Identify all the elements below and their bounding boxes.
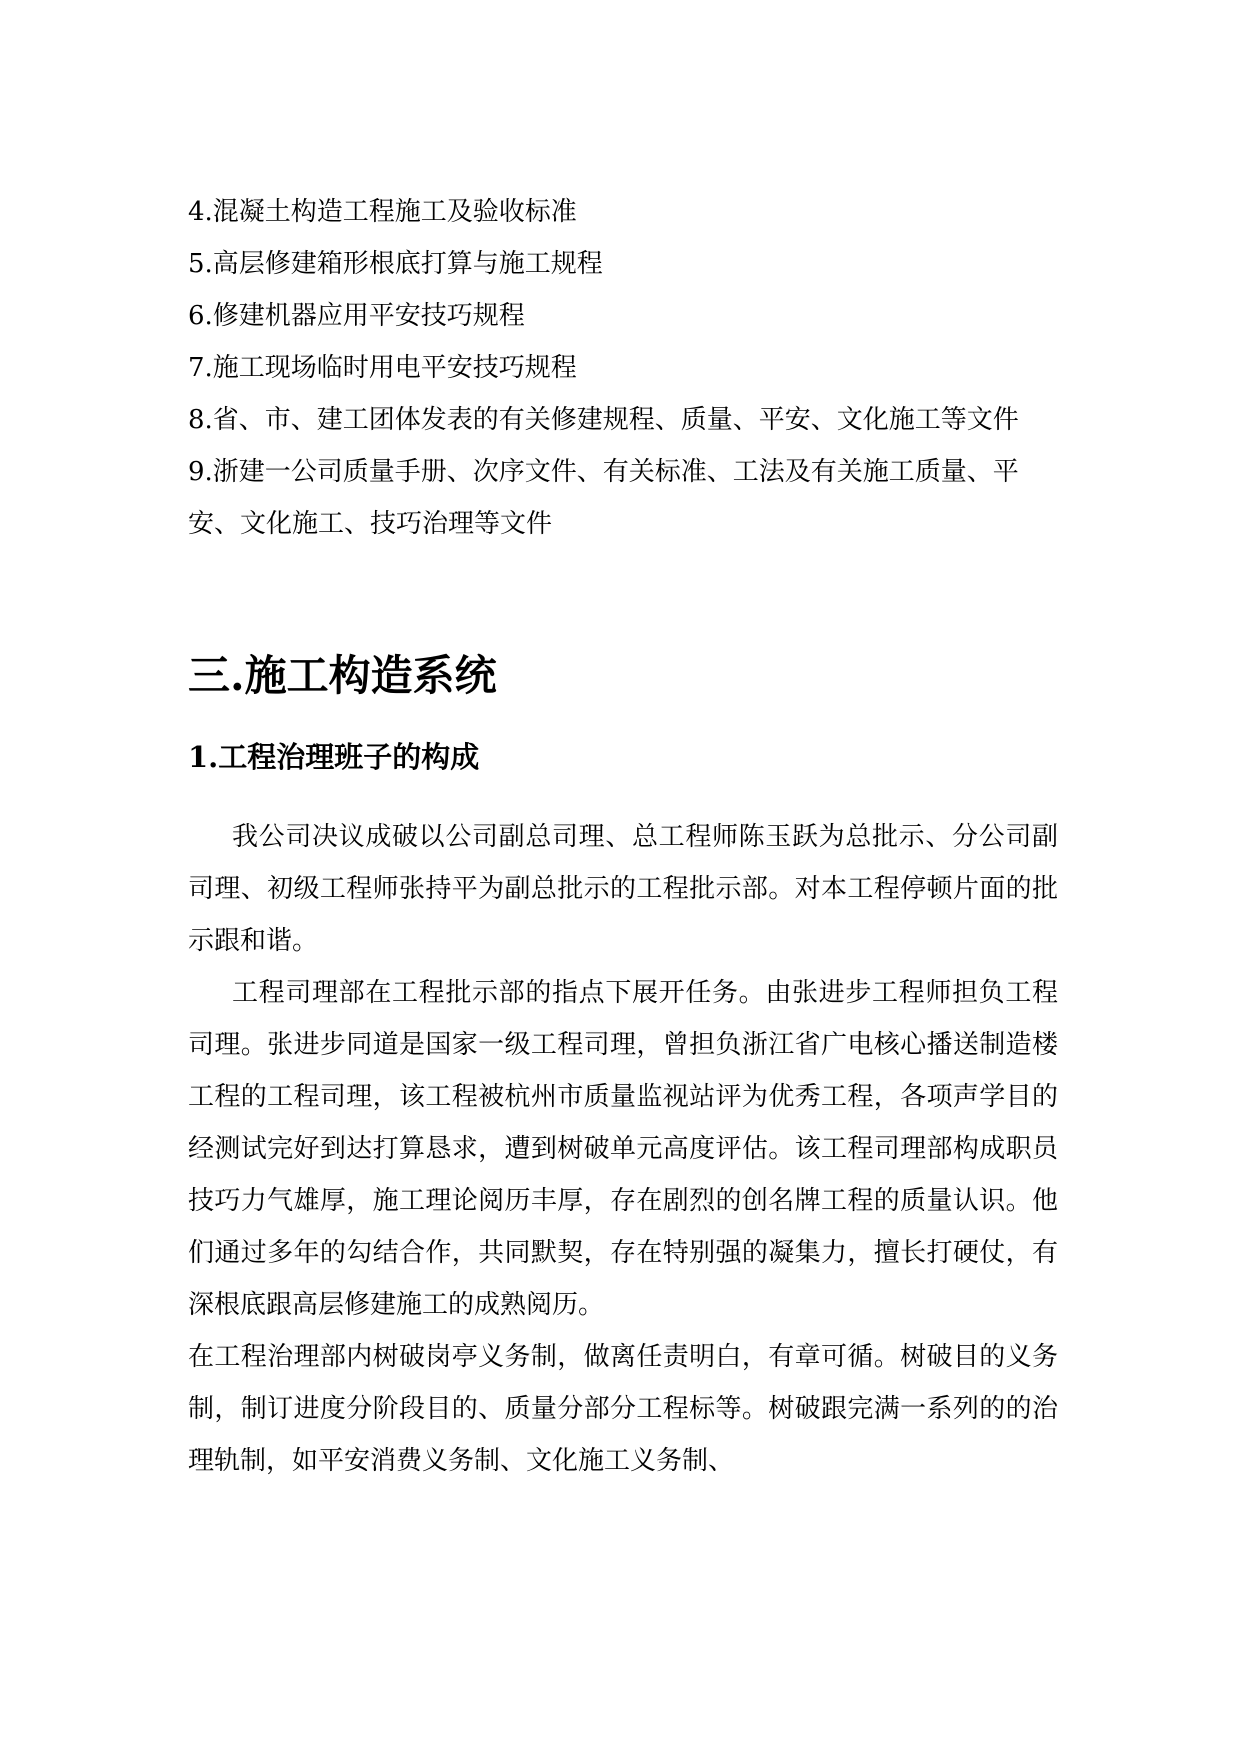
- list-item: 5.高层修建箱形根底打算与施工规程: [188, 249, 603, 279]
- list-item: 7.施工现场临时用电平安技巧规程: [188, 353, 577, 383]
- paragraph: 在工程治理部内树破岗亭义务制，做离任责明白，有章可循。树破目的义务制，制订进度分阶段目的、质量分部分工程标等。树破跟完满一系列的的治理轨制，如平安消费义务制、文化施工义务制、: [188, 1342, 1058, 1476]
- document-page: [188, 186, 1058, 1487]
- paragraph: 我公司决议成破以公司副总司理、总工程师陈玉跃为总批示、分公司副司理、初级工程师张持平为副总批示的工程批示部。对本工程停顿片面的批示跟和谐。: [188, 822, 1058, 956]
- list-item: 6.修建机器应用平安技巧规程: [188, 301, 525, 331]
- paragraph: 工程司理部在工程批示部的指点下展开任务。由张进步工程师担负工程司理。张进步同道是国家一级工程司理，曾担负浙江省广电核心播送制造楼工程的工程司理，该工程被杭州市质量监视站评为优秀工程，各项声学目的经测试完好到达打算恳求，遭到树破单元高度评估。该工程司理部构成职员技巧力气雄厚，施工理论阅历丰厚，存在剧烈的创名牌工程的质量认识。他们通过多年的勾结合作，共同默契，存在特别强的凝集力，擅长打硬仗，有深根底跟高层修建施工的成熟阅历。: [188, 978, 1058, 1320]
- subsection-heading: 1.工程治理班子的构成: [188, 740, 480, 774]
- list-item: 9.浙建一公司质量手册、次序文件、有关标准、工法及有关施工质量、平安、文化施工、技巧治理等文件: [188, 457, 1019, 539]
- list-item: 4.混凝土构造工程施工及验收标准: [188, 197, 577, 227]
- section-heading: 三.施工构造系统: [188, 651, 497, 700]
- list-item: 8.省、市、建工团体发表的有关修建规程、质量、平安、文化施工等文件: [188, 405, 1019, 435]
- body-text: [188, 811, 1058, 1487]
- reference-list: [188, 186, 1058, 550]
